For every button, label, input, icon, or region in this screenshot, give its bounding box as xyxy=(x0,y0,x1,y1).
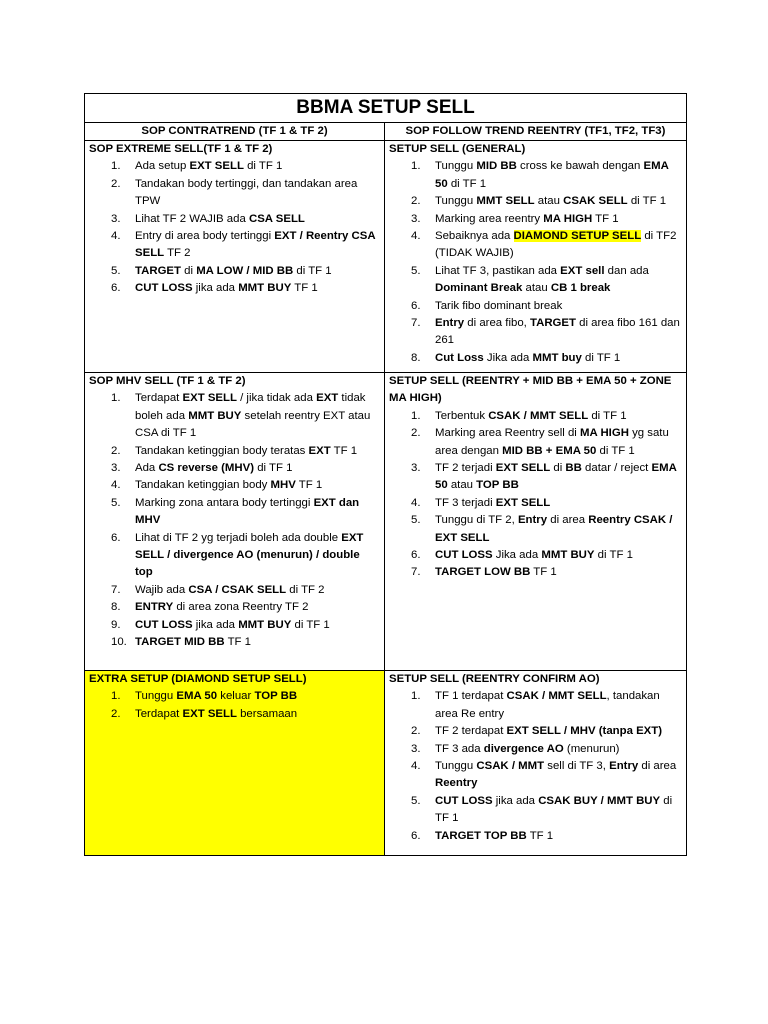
list-item xyxy=(385,793,686,828)
item-number: 2. xyxy=(111,444,121,457)
item-number: 7. xyxy=(411,566,421,579)
item-text xyxy=(435,758,686,793)
list-item xyxy=(85,263,384,280)
bold-text: CUT LOSS xyxy=(135,282,193,295)
list-item xyxy=(385,460,686,495)
bold-text: CB 1 break xyxy=(550,282,611,295)
item-number: 2. xyxy=(411,195,421,208)
text-run: TF 1 xyxy=(295,479,323,492)
list-item xyxy=(85,211,384,228)
text-run: TF 2 xyxy=(164,247,191,260)
bold-text: CSAK SELL xyxy=(563,195,628,208)
text-run: dan ada xyxy=(604,264,649,277)
text-run: di TF 1 xyxy=(588,409,627,422)
item-number: 1. xyxy=(411,690,421,703)
item-text xyxy=(135,443,384,460)
item-number: 5. xyxy=(411,514,421,527)
text-run: Lihat di TF 2 yg terjadi boleh ada double xyxy=(135,531,342,544)
bold-text: EXT / Reentry CSA SELL xyxy=(135,230,376,260)
setup-table xyxy=(84,93,687,856)
section-title: SETUP SELL (REENTRY CONFIRM AO) xyxy=(389,673,600,685)
text-run: di TF 1 xyxy=(293,264,332,277)
item-text xyxy=(135,477,384,494)
item-number: 1. xyxy=(111,392,121,405)
item-text xyxy=(435,547,686,564)
bold-text: TOP BB xyxy=(476,479,519,492)
text-run: Tunggu xyxy=(435,160,477,173)
text-run: sell di TF 3, xyxy=(544,760,610,773)
item-text xyxy=(135,617,384,634)
bold-text: CSAK / MMT SELL xyxy=(488,409,589,422)
text-run: di area fibo 161 dan 261 xyxy=(435,317,680,347)
item-number: 1. xyxy=(411,409,421,422)
text-run: jika ada xyxy=(492,794,539,807)
item-text xyxy=(435,425,686,460)
list-item xyxy=(385,298,686,315)
item-text xyxy=(135,582,384,599)
list-item xyxy=(85,688,384,705)
item-number: 5. xyxy=(111,496,121,509)
text-run: Entry di area body tertinggi xyxy=(135,230,275,243)
bold-text: EXT SELL / divergence AO (menurun) / double top xyxy=(135,531,364,579)
text-run: di area zona Reentry TF 2 xyxy=(173,601,309,614)
list-item xyxy=(85,176,384,211)
text-run: TF 1 xyxy=(330,444,358,457)
list-item xyxy=(85,634,384,651)
list-item xyxy=(85,443,384,460)
item-number: 3. xyxy=(111,212,121,225)
bold-text: MMT BUY xyxy=(238,282,292,295)
list-item xyxy=(385,211,686,228)
bold-text: EXT SELL xyxy=(495,496,551,509)
text-run: datar / reject xyxy=(581,462,652,475)
item-number: 6. xyxy=(411,549,421,562)
text-run: (menurun) xyxy=(563,742,620,755)
text-run: Tunggu xyxy=(435,760,477,773)
item-number: 5. xyxy=(411,794,421,807)
text-run: TF 1 terdapat xyxy=(435,690,507,703)
item-number: 4. xyxy=(411,496,421,509)
step-list xyxy=(85,390,384,651)
item-number: 4. xyxy=(111,230,121,243)
item-text xyxy=(435,211,686,228)
bold-text: MMT BUY xyxy=(188,409,242,422)
bold-text: TARGET TOP BB xyxy=(435,829,527,842)
text-run: TF 1 xyxy=(530,566,557,579)
bold-text: TOP BB xyxy=(254,690,298,703)
list-item xyxy=(85,582,384,599)
text-run: di TF 1 xyxy=(447,177,487,190)
item-text xyxy=(135,211,384,228)
text-run: di TF 1 xyxy=(596,444,635,457)
item-number: 1. xyxy=(111,690,121,703)
text-run: Tunggu xyxy=(135,690,177,703)
item-number: 6. xyxy=(411,299,421,312)
text-run: di TF 1 xyxy=(627,195,667,208)
item-text xyxy=(435,793,686,828)
item-number: 4. xyxy=(111,479,121,492)
bold-text: MMT buy xyxy=(532,351,582,364)
bold-text: CUT LOSS xyxy=(435,794,493,807)
text-run: / jika tidak ada xyxy=(236,392,317,405)
section-title: SOP EXTREME SELL(TF 1 & TF 2) xyxy=(89,143,273,155)
text-run: TF 3 terjadi xyxy=(435,496,496,509)
text-run: di area fibo, xyxy=(464,317,530,330)
list-item xyxy=(85,706,384,723)
list-item xyxy=(385,512,686,547)
item-number: 4. xyxy=(411,230,421,243)
section-extreme-sell xyxy=(85,141,385,373)
item-number: 6. xyxy=(111,282,121,295)
text-run: TF 1 xyxy=(526,829,554,842)
list-item xyxy=(385,828,686,845)
bold-text: EXT SELL / MHV (tanpa EXT) xyxy=(506,725,663,738)
bold-text: CUT LOSS xyxy=(435,549,493,562)
bold-text: EXT SELL xyxy=(495,462,551,475)
list-item xyxy=(385,758,686,793)
text-run: Tunggu xyxy=(435,195,477,208)
bold-text: Cut Loss xyxy=(435,351,484,364)
text-run: TF 2 terjadi xyxy=(435,462,496,475)
column-header-contratrend: SOP CONTRATREND (TF 1 & TF 2) xyxy=(85,123,385,141)
item-number: 2. xyxy=(411,427,421,440)
list-item xyxy=(85,390,384,442)
item-text xyxy=(135,228,384,263)
item-number: 3. xyxy=(411,742,421,755)
step-list xyxy=(385,408,686,582)
section-mhv-sell xyxy=(85,373,385,671)
section-setup-general xyxy=(385,141,687,373)
bold-text: CSAK BUY / MMT BUY xyxy=(538,794,661,807)
bold-text: EXT dan MHV xyxy=(135,496,360,527)
section-title: SETUP SELL (REENTRY + MID BB + EMA 50 + ZONE MA HIGH) xyxy=(389,375,672,405)
section-title: SETUP SELL (GENERAL) xyxy=(389,143,526,155)
section-reentry-confirm xyxy=(385,671,687,856)
item-text xyxy=(435,512,686,547)
bold-text: EXT SELL xyxy=(189,160,244,173)
text-run: Terbentuk xyxy=(435,409,489,422)
document-title: BBMA SETUP SELL xyxy=(85,94,687,123)
item-number: 1. xyxy=(411,160,421,173)
bold-text: MMT BUY xyxy=(541,549,595,562)
bold-text: MMT BUY xyxy=(238,618,292,631)
item-number: 6. xyxy=(411,829,421,842)
step-list xyxy=(385,688,686,845)
list-item xyxy=(85,228,384,263)
section-title: SOP MHV SELL (TF 1 & TF 2) xyxy=(89,375,246,387)
list-item xyxy=(385,547,686,564)
bold-text: MID BB xyxy=(476,160,517,173)
bold-text: Entry xyxy=(609,760,639,773)
item-number: 9. xyxy=(111,618,121,631)
bold-text: EXT sell xyxy=(560,264,605,277)
bold-text: MA HIGH xyxy=(579,427,629,440)
bold-text: MHV xyxy=(270,479,296,492)
text-run: di TF 1 xyxy=(243,160,283,173)
text-run: Ada xyxy=(135,462,159,475)
section-reentry-midbb xyxy=(385,373,687,671)
list-item xyxy=(385,495,686,512)
item-text xyxy=(135,688,384,705)
bold-text: MA HIGH xyxy=(543,212,593,225)
item-number: 4. xyxy=(411,760,421,773)
item-text xyxy=(435,315,686,350)
list-item xyxy=(385,263,686,298)
item-text xyxy=(435,193,686,210)
text-run: di area xyxy=(638,760,677,773)
bold-text: EXT xyxy=(316,392,339,405)
item-number: 5. xyxy=(411,264,421,277)
item-text xyxy=(135,158,384,175)
item-text xyxy=(135,280,384,297)
text-run: TF 2 terdapat xyxy=(435,725,507,738)
text-run: Tandakan ketinggian body xyxy=(135,479,271,492)
step-list xyxy=(85,158,384,297)
item-text xyxy=(435,228,686,263)
bold-text: MID BB + EMA 50 xyxy=(502,444,597,457)
list-item xyxy=(385,723,686,740)
bold-text: Entry xyxy=(517,514,548,527)
item-text xyxy=(435,408,686,425)
step-list xyxy=(85,688,384,723)
item-text xyxy=(135,634,384,651)
item-text xyxy=(435,723,686,740)
item-number: 5. xyxy=(111,264,121,277)
text-run: keluar xyxy=(217,690,255,703)
item-number: 3. xyxy=(411,462,421,475)
highlighted-text: DIAMOND SETUP SELL xyxy=(513,230,642,243)
item-text xyxy=(135,599,384,616)
text-run: cross ke bawah dengan xyxy=(516,160,644,173)
text-run: atau xyxy=(522,282,551,295)
text-run: Terdapat xyxy=(135,707,183,720)
item-number: 2. xyxy=(111,177,121,190)
bold-text: EMA 50 xyxy=(435,160,669,190)
bold-text: MMT SELL xyxy=(476,195,535,208)
text-run: TF 1 xyxy=(224,636,252,649)
item-text xyxy=(135,390,384,442)
text-run: Ada setup xyxy=(135,160,190,173)
item-text xyxy=(435,298,686,315)
text-run: di TF 1 xyxy=(254,462,293,475)
list-item xyxy=(385,741,686,758)
bold-text: CUT LOSS xyxy=(135,618,193,631)
item-text xyxy=(135,263,384,280)
bold-text: Dominant Break xyxy=(435,282,523,295)
text-run: di area xyxy=(547,514,589,527)
bold-text: CSA SELL xyxy=(248,212,305,225)
text-run: , tandakan area Re entry xyxy=(435,690,660,720)
list-item xyxy=(85,158,384,175)
bold-text: ENTRY xyxy=(135,601,174,614)
item-text xyxy=(135,495,384,530)
text-run: Marking area reentry xyxy=(435,212,544,225)
bold-text: EXT SELL xyxy=(182,707,237,720)
list-item xyxy=(385,408,686,425)
text-run: di TF 2 xyxy=(286,583,325,596)
bold-text: TARGET xyxy=(135,264,181,277)
list-item xyxy=(85,477,384,494)
text-run: Terdapat xyxy=(135,392,183,405)
list-item xyxy=(85,460,384,477)
section-title: EXTRA SETUP (DIAMOND SETUP SELL) xyxy=(89,673,307,685)
item-number: 7. xyxy=(111,583,121,596)
bold-text: TARGET MID BB xyxy=(135,636,225,649)
bold-text: Reentry xyxy=(435,777,478,790)
list-item xyxy=(385,193,686,210)
step-list xyxy=(385,158,686,367)
list-item xyxy=(85,599,384,616)
text-run: di TF 1 xyxy=(435,794,673,825)
text-run: Jika ada xyxy=(483,351,533,364)
bold-text: EMA 50 xyxy=(435,462,677,492)
list-item xyxy=(385,425,686,460)
text-run: Tarik fibo dominant break xyxy=(435,299,563,312)
list-item xyxy=(85,530,384,582)
item-text xyxy=(435,350,686,367)
item-text xyxy=(435,741,686,758)
item-number: 6. xyxy=(111,531,121,544)
text-run: Lihat TF 3, pastikan ada xyxy=(435,264,561,277)
bold-text: CSA / CSAK SELL xyxy=(188,583,287,596)
text-run: di xyxy=(180,264,197,277)
text-run: Jika ada xyxy=(492,549,542,562)
bold-text: Entry xyxy=(435,317,465,330)
text-run: Marking area Reentry sell di xyxy=(435,427,580,440)
list-item xyxy=(385,688,686,723)
text-run: TF 3 ada xyxy=(435,742,484,755)
text-run: bersamaan xyxy=(236,707,298,720)
text-run: di TF 1 xyxy=(581,351,621,364)
item-text xyxy=(435,263,686,298)
text-run: jika ada xyxy=(192,282,239,295)
bold-text: divergence AO xyxy=(483,742,564,755)
item-text xyxy=(135,706,384,723)
column-header-follow-trend: SOP FOLLOW TREND REENTRY (TF1, TF2, TF3) xyxy=(385,123,687,141)
item-text xyxy=(435,460,686,495)
item-number: 3. xyxy=(111,462,121,475)
text-run: TF 1 xyxy=(291,282,318,295)
bold-text: EMA 50 xyxy=(176,690,218,703)
list-item xyxy=(85,280,384,297)
text-run: Tandakan ketinggian body teratas xyxy=(135,444,309,457)
list-item xyxy=(85,617,384,634)
item-number: 1. xyxy=(111,160,121,173)
bold-text: MA LOW / MID BB xyxy=(196,264,294,277)
text-run: Tandakan body tertinggi, dan tandakan area TPW xyxy=(135,177,358,208)
list-item xyxy=(385,158,686,193)
text-run: di TF2 (TIDAK WAJIB) xyxy=(435,230,677,260)
item-text xyxy=(135,460,384,477)
text-run: Marking zona antara body tertinggi xyxy=(135,496,314,509)
text-run: Wajib ada xyxy=(135,583,189,596)
item-number: 2. xyxy=(111,707,121,720)
text-run: di TF 1 xyxy=(594,549,633,562)
item-text xyxy=(435,158,686,193)
text-run: Lihat TF 2 WAJIB ada xyxy=(135,212,249,225)
list-item xyxy=(85,495,384,530)
item-text xyxy=(135,176,384,211)
text-run: atau xyxy=(534,195,564,208)
text-run: TF 1 xyxy=(592,212,619,225)
text-run: jika ada xyxy=(192,618,239,631)
text-run: di xyxy=(550,462,566,475)
section-extra-setup xyxy=(85,671,385,856)
item-number: 10. xyxy=(111,636,127,649)
text-run: yg satu area dengan xyxy=(435,427,669,457)
text-run: Tunggu di TF 2, xyxy=(435,514,518,527)
bold-text: CSAK / MMT xyxy=(476,760,545,773)
list-item xyxy=(385,228,686,263)
item-number: 3. xyxy=(411,212,421,225)
text-run: atau xyxy=(447,479,477,492)
item-number: 7. xyxy=(411,317,421,330)
text-run: tidak boleh ada xyxy=(135,392,366,422)
bold-text: CS reverse (MHV) xyxy=(158,462,255,475)
item-number: 8. xyxy=(111,601,121,614)
item-text xyxy=(135,530,384,582)
item-text xyxy=(435,688,686,723)
item-text xyxy=(435,495,686,512)
item-number: 2. xyxy=(411,725,421,738)
text-run: setelah reentry EXT atau CSA di TF 1 xyxy=(135,409,371,440)
bold-text: EXT SELL xyxy=(182,392,237,405)
item-number: 8. xyxy=(411,351,421,364)
item-text xyxy=(435,564,686,581)
bold-text: Reentry CSAK / EXT SELL xyxy=(435,514,673,544)
list-item xyxy=(385,564,686,581)
bold-text: BB xyxy=(565,462,582,475)
bold-text: TARGET xyxy=(529,317,576,330)
list-item xyxy=(385,350,686,367)
list-item xyxy=(385,315,686,350)
bold-text: EXT xyxy=(308,444,331,457)
bold-text: CSAK / MMT SELL xyxy=(506,690,607,703)
text-run: di TF 1 xyxy=(291,618,330,631)
text-run: Sebaiknya ada xyxy=(435,230,514,243)
bold-text: TARGET LOW BB xyxy=(435,566,531,579)
item-text xyxy=(435,828,686,845)
